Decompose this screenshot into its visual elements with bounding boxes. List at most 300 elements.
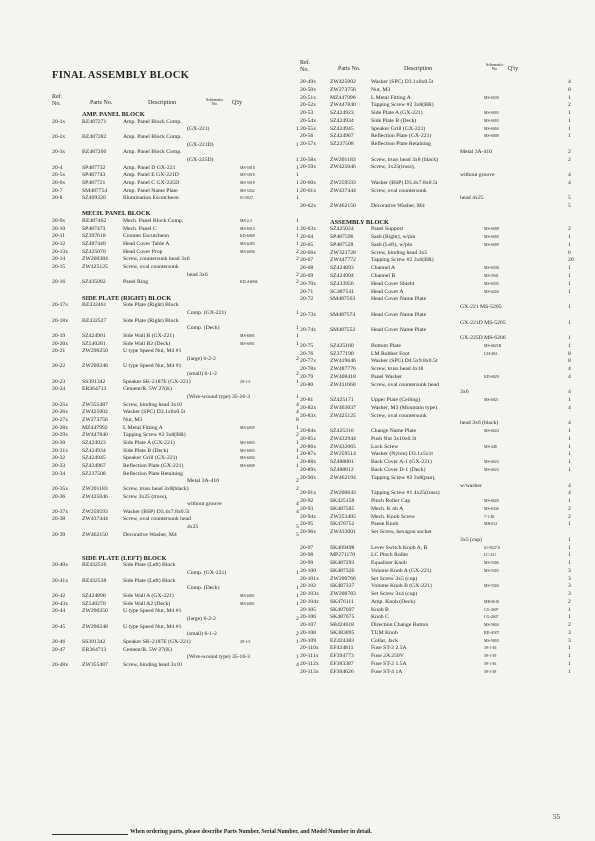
quantity: 4	[568, 482, 571, 489]
ref-number: 20-39	[52, 531, 66, 538]
ref-number: 20-1x	[52, 118, 66, 125]
description: Side Plate (Left) Block	[123, 577, 176, 584]
part-number: ZW437444	[82, 516, 108, 523]
table-row	[300, 451, 572, 459]
ref-number: 20-100	[300, 567, 317, 574]
quantity: 4	[568, 366, 571, 373]
part-number: SZ424967	[330, 133, 354, 140]
description: Amp. Panel C GX-225D	[123, 179, 180, 186]
description: Illumination Escutcheon	[123, 195, 179, 202]
description: Mech. Knob Screw	[371, 513, 416, 520]
ref-number: 20-26x	[52, 409, 69, 416]
table-row	[300, 374, 572, 382]
table-row	[52, 180, 302, 188]
part-number: ZW425002	[330, 79, 356, 85]
ref-number: 20-24	[52, 386, 66, 393]
quantity: 2	[296, 615, 299, 622]
ref-number: 20-69	[300, 273, 314, 279]
ref-number: 20-27x	[52, 417, 69, 423]
description: Sash (Right), w/pin	[371, 234, 416, 241]
ref-number: 20-73x	[300, 311, 317, 318]
schematic-number: MS-5303	[484, 568, 499, 573]
quantity: 2	[296, 248, 299, 255]
quantity: 1	[568, 265, 571, 272]
table-row	[300, 661, 572, 669]
schematic-number: MS-6004	[484, 126, 499, 131]
ref-number: 20-62x	[300, 203, 317, 210]
ref-number: 20-87x	[300, 451, 317, 458]
header-ref-label: Ref.	[300, 60, 311, 66]
table-row-continuation	[300, 172, 572, 180]
ref-number: 20-29x	[52, 432, 69, 439]
quantity: 1	[568, 273, 571, 279]
table-row	[52, 432, 302, 440]
schematic-number: MS-6283	[240, 242, 255, 247]
part-number: ZW487776	[330, 366, 356, 373]
description-continuation: (Wire-wound type) 35-16-3	[187, 654, 250, 661]
description: Tapping Screw #2 3x8(BR)	[123, 432, 186, 439]
description: Back Cover D-1 (Deck)	[371, 467, 426, 473]
part-number: MP271170	[330, 552, 356, 559]
quantity: 1	[568, 94, 571, 101]
part-number: SZ424934	[330, 117, 354, 124]
table-row	[52, 241, 302, 249]
schematic-number: MS-5018	[240, 173, 255, 178]
table-row	[300, 87, 572, 95]
description-continuation: without groove	[187, 501, 222, 508]
quantity: 1	[568, 498, 571, 505]
description: Knob B	[371, 606, 389, 613]
part-number: BZ487260	[82, 149, 107, 156]
description: Screw, oval countersunk head	[123, 516, 191, 523]
part-number: EF383387	[330, 661, 354, 667]
schematic-number: 29-1-5	[240, 639, 251, 644]
ref-number: 20-111x	[300, 653, 319, 660]
description: Amp. Panel Block Comp.	[123, 149, 182, 156]
part-number: SS391342	[82, 378, 106, 385]
table-row	[300, 234, 572, 242]
ref-number: 20-109	[300, 637, 317, 644]
description: Amp. Panel D GX-221	[123, 164, 176, 171]
quantity: 1	[296, 447, 299, 454]
part-number: ZW411660	[330, 381, 356, 388]
table-row-continuation	[300, 483, 572, 491]
table-row	[300, 576, 572, 584]
quantity: 1	[568, 428, 571, 435]
header-schematic-no-label: No.	[491, 66, 498, 72]
table-row-continuation	[300, 195, 572, 203]
quantity: 2	[296, 432, 299, 439]
ref-number: 20-13x	[52, 248, 69, 255]
quantity: 1	[296, 179, 299, 186]
description: Mech. K ob A	[371, 505, 404, 512]
ref-number: 20-112x	[300, 661, 319, 667]
part-number: SZ425024	[330, 226, 354, 233]
description: Pause Knob	[371, 521, 399, 528]
left-header-parts: Parts No.	[90, 100, 113, 106]
description: Side Wall A (GX-221)	[123, 592, 174, 599]
ref-number: 20-50x	[300, 86, 317, 93]
section-heading-text: SIDE PLATE (RIGHT) BLOCK	[82, 294, 172, 302]
part-number: SZ488801	[330, 459, 354, 466]
quantity: 1	[568, 606, 571, 613]
part-number: SK487326	[330, 567, 355, 574]
part-number: ZW323728	[330, 249, 356, 256]
quantity: 1	[568, 459, 571, 466]
table-row	[300, 622, 572, 630]
description: Speaker Grill (GX-221)	[123, 455, 178, 462]
description: Mech. Panel Block Comp.	[123, 218, 184, 225]
ref-number: 20-64	[300, 234, 314, 241]
table-row	[52, 639, 302, 647]
schematic-number: MS-6014	[240, 226, 255, 231]
schematic-number: 39-1-36	[484, 646, 497, 651]
description-continuation: (small) 6-1-2	[187, 631, 217, 638]
description: Washer (BSP) D3.4x7.8x0.5t	[123, 508, 190, 515]
description-continuation: (GX-221D)	[187, 141, 214, 148]
description: U type Speed Nut, M4 #1	[123, 348, 182, 355]
table-row	[52, 279, 302, 287]
quantity: 8	[296, 417, 299, 423]
description: Volume Knob A (GX-221)	[371, 567, 432, 574]
quantity: 1	[568, 544, 571, 551]
section-heading-text: MECH. PANEL BLOCK	[82, 210, 151, 218]
part-number: ZW259593	[82, 508, 108, 515]
quantity: 1	[296, 570, 299, 576]
quantity: 1	[568, 288, 571, 295]
table-row-continuation	[52, 524, 302, 532]
ref-number: 20-104x	[300, 598, 319, 605]
part-number: ER364713	[82, 386, 107, 393]
quantity: 1	[568, 397, 571, 404]
description: Washer (SPC) D3.1x8x0.5t	[123, 409, 186, 416]
schematic-number: MR-6610	[484, 599, 500, 604]
part-number: SK409498	[330, 544, 355, 551]
quantity: 1	[296, 233, 299, 240]
schematic-number: MS-6020	[484, 499, 499, 504]
description: Side Wall B (GX-221)	[123, 332, 175, 339]
ref-number: 20-30	[52, 439, 66, 446]
schematic-number: MS-6036	[240, 249, 255, 254]
footer-rule-left	[52, 834, 128, 835]
description: Set Screw 3x5 (cup)	[371, 575, 418, 582]
table-row	[52, 463, 302, 471]
quantity: 6	[568, 249, 571, 256]
quantity: 1	[568, 110, 571, 117]
quantity: 8	[568, 350, 571, 357]
quantity: 2	[568, 505, 571, 512]
description: Screw, oval countersunk head	[371, 381, 439, 388]
ref-number: 20-53	[300, 110, 314, 117]
ref-number: 20-52x	[300, 102, 317, 109]
part-number: SZ424945	[330, 125, 354, 132]
table-row-continuation	[52, 501, 302, 509]
description: Tapping Screw #2 3x8(BR)	[371, 102, 434, 109]
quantity: 2	[296, 256, 299, 263]
table-row	[52, 226, 302, 234]
table-row	[300, 669, 572, 677]
part-number: ZW425046	[82, 493, 108, 500]
ref-number: 20-12	[52, 241, 66, 248]
schematic-number: 39-1-38	[484, 669, 497, 674]
part-number: BZ487282	[82, 133, 107, 140]
schematic-number: 61-5027	[240, 196, 253, 201]
right-header-schematic	[486, 63, 503, 72]
quantity: 4	[568, 172, 571, 179]
description: Screw, oval countersunk	[371, 412, 427, 419]
table-row	[52, 264, 302, 272]
description: Side Plate B (Deck)	[371, 117, 417, 124]
description: Amp. Panel Block Comp.	[123, 133, 182, 140]
schematic-number: MS-6023	[484, 468, 499, 472]
part-number: ZW200384	[82, 256, 108, 263]
table-row	[52, 341, 302, 349]
ref-number: 20-57x	[300, 141, 317, 148]
description: Screw, truss head 3x8(black)	[123, 485, 189, 492]
description: Bottom Plate	[371, 342, 401, 349]
ref-number: 20-113x	[300, 668, 319, 675]
table-row	[300, 366, 572, 374]
part-number: SZ424923	[82, 439, 106, 446]
description: Washer (BSP) D3.4x7.8x0.5t	[371, 179, 438, 186]
description: Side Wall A2 (Deck)	[123, 600, 171, 607]
description: Sash (Left), w/pin	[371, 241, 413, 248]
schematic-number: LC-321	[484, 553, 497, 558]
quantity: 4	[296, 508, 299, 515]
table-row	[300, 312, 572, 320]
description: Tapping Screw #1 4x25(truss)	[371, 490, 440, 497]
schematic-number: MS-5018	[240, 180, 255, 185]
description: Fuse 2A 250V	[371, 653, 404, 660]
schematic-number: MR-612	[484, 522, 498, 527]
description: Panel Washer	[371, 373, 402, 380]
schematic-number: MS-6003	[240, 448, 255, 453]
description: Amp. Panel Block Comp.	[123, 118, 182, 125]
table-row	[300, 614, 572, 622]
ref-number: 20-101x	[300, 575, 319, 582]
quantity: 1	[568, 443, 571, 450]
description: Tapping Screw #2 3x8(pan),	[371, 474, 436, 481]
part-number: SM487563	[330, 296, 356, 303]
ref-number: 20-95	[300, 521, 314, 528]
ref-number: 20-75	[300, 342, 314, 349]
table-row	[52, 195, 302, 203]
table-row	[300, 141, 572, 149]
ref-number: 20-44	[52, 608, 66, 615]
table-row	[300, 203, 572, 211]
quantity: 4	[568, 490, 571, 497]
table-row	[52, 165, 302, 173]
table-row	[52, 417, 302, 425]
quantity: 2	[296, 355, 299, 362]
header-schematic-label: Schematic	[486, 62, 504, 67]
description: U type Speed Nut, M4 #1	[123, 363, 182, 370]
description: Head Cover Name Plate	[371, 296, 427, 303]
table-row	[52, 333, 302, 341]
quantity: 1	[296, 439, 299, 446]
description: Side Wall B2 (Deck)	[123, 340, 171, 347]
table-row	[52, 363, 302, 371]
schematic-number: MS-6003	[484, 118, 499, 123]
table-row-continuation	[52, 616, 302, 624]
table-row-continuation	[52, 654, 302, 662]
table-row	[52, 624, 302, 632]
table-row	[52, 119, 302, 127]
section-heading	[52, 111, 302, 119]
ref-number: 20-11	[52, 233, 66, 240]
part-number: ZW447840	[330, 102, 356, 109]
ref-number: 20-106	[300, 614, 317, 621]
quantity: 1	[568, 645, 571, 652]
part-number: SZ425160	[330, 342, 354, 349]
quantity: 1	[568, 319, 571, 326]
quantity: 2	[568, 102, 571, 109]
part-number: BZ432461	[82, 302, 107, 309]
part-number: SP487732	[82, 164, 106, 171]
ref-number: 20-15	[52, 264, 66, 270]
ref-number: 20-54x	[300, 117, 317, 124]
quantity: 3	[568, 629, 571, 636]
description: Cement/R. 5W 27(K)	[123, 386, 173, 393]
description: Side Plate A (GX-221)	[123, 439, 175, 446]
description: Washer, M3 (Mountain type)	[371, 404, 437, 411]
table-row-continuation	[52, 157, 302, 165]
table-row	[300, 180, 572, 188]
quantity: 5	[296, 531, 299, 538]
quantity: 2	[296, 279, 299, 286]
header-no-label: No.	[300, 66, 309, 73]
ref-number: 20-4	[52, 164, 63, 171]
part-number: SZ424901	[82, 332, 106, 339]
ref-number: 20-90x	[300, 474, 317, 481]
schematic-number: MS-6039	[484, 95, 499, 100]
ref-number: 20-63x	[300, 226, 317, 233]
schematic-number: MS-6001	[240, 593, 255, 598]
quantity: 1	[568, 521, 571, 528]
description: Lever Switch Knob A, B	[371, 544, 428, 551]
ref-number: 20-85x	[300, 435, 317, 442]
page-number: 55	[553, 813, 560, 821]
description-continuation: (GX-221)	[187, 126, 210, 133]
ref-number: 20-103x	[300, 591, 319, 598]
table-row	[300, 397, 572, 405]
schematic-number: MS-6004	[240, 456, 255, 461]
quantity: 2	[296, 631, 299, 638]
quantity: 4	[296, 501, 299, 508]
part-number: SM487552	[330, 327, 356, 334]
part-number: SK487585	[330, 505, 355, 512]
description: Volume Knob B (GX-221)	[371, 583, 432, 590]
table-row	[52, 494, 302, 502]
left-header-schematic	[206, 98, 223, 107]
quantity: 1	[296, 585, 299, 592]
part-number: ZW200766	[330, 575, 356, 582]
table-row	[52, 172, 302, 180]
description: Speaker SK-2187E (GX-221)	[123, 638, 191, 645]
quantity: 3	[568, 583, 571, 590]
part-number: ZW433001	[330, 529, 356, 536]
ref-number: 20-51x	[300, 94, 317, 101]
quantity: 2	[296, 271, 299, 278]
description: Collar, Jack	[371, 637, 398, 644]
part-number: EF304626	[330, 668, 354, 675]
table-row	[52, 486, 302, 494]
part-number: SK487697	[330, 606, 355, 613]
quantity: 8	[568, 358, 571, 365]
quantity: 1	[296, 218, 299, 225]
part-number: SZ433956	[330, 280, 354, 287]
table-row	[52, 386, 302, 394]
part-number: SP487528	[330, 241, 354, 248]
quantity: 4	[296, 409, 299, 416]
part-number: SZ488812	[330, 467, 354, 473]
table-row	[300, 343, 572, 351]
table-row	[52, 601, 302, 609]
ref-number: 20-110x	[300, 645, 319, 652]
part-number: SZ425316	[330, 428, 354, 435]
description-continuation: Metal 3A-410	[187, 478, 220, 485]
ref-number: 20-97	[300, 544, 314, 551]
part-number: SS391342	[82, 638, 106, 645]
table-row	[300, 514, 572, 522]
quantity: 2	[568, 226, 571, 233]
ref-number: 20-76	[300, 350, 314, 357]
table-row	[52, 593, 302, 601]
part-number: ZW290250	[82, 608, 108, 615]
part-number: SC487541	[330, 288, 355, 295]
description: Washer (SPC) D3.1x8x0.5t	[371, 79, 434, 85]
ref-number: 20-66x	[300, 249, 317, 256]
part-number: SM487574	[330, 311, 356, 318]
part-number: ZW419646	[330, 358, 356, 365]
quantity: 1	[568, 304, 571, 311]
schematic-number: MS-6038	[484, 266, 499, 271]
table-row	[300, 157, 572, 165]
part-number: ZW290248	[82, 623, 108, 630]
ref-number: 20-77x	[300, 358, 317, 365]
left-header-desc: Description	[148, 100, 176, 106]
table-row	[300, 273, 572, 281]
schematic-number: MS-6023	[484, 460, 499, 465]
part-number: BZ432527	[82, 317, 107, 324]
table-row	[300, 79, 572, 87]
description: L Metal Fitting A	[371, 94, 411, 101]
part-number: SZ424967	[82, 462, 106, 469]
part-number: ZW273756	[330, 86, 356, 93]
part-number: ZW201183	[82, 485, 108, 492]
description-continuation: w/washer	[460, 482, 482, 489]
ref-number: 20-58x	[300, 156, 317, 163]
table-row	[52, 218, 302, 226]
table-row	[52, 647, 302, 655]
ref-number: 20-92	[300, 498, 314, 505]
table-row	[300, 289, 572, 297]
schematic-number: LM-404	[484, 351, 497, 356]
table-row-continuation	[300, 304, 572, 312]
table-row	[52, 516, 302, 524]
part-number: SZ425171	[330, 397, 354, 404]
part-number: SZ435082	[82, 279, 106, 286]
part-number: ZW290248	[82, 363, 108, 370]
ref-number: 20-82x	[300, 404, 317, 411]
quantity: 1	[568, 435, 571, 442]
table-row-continuation	[52, 478, 302, 486]
table-row	[52, 662, 302, 670]
table-row	[300, 475, 572, 483]
part-number: ZW259593	[330, 179, 356, 186]
part-number: ZW273756	[82, 417, 108, 423]
table-row	[52, 188, 302, 196]
